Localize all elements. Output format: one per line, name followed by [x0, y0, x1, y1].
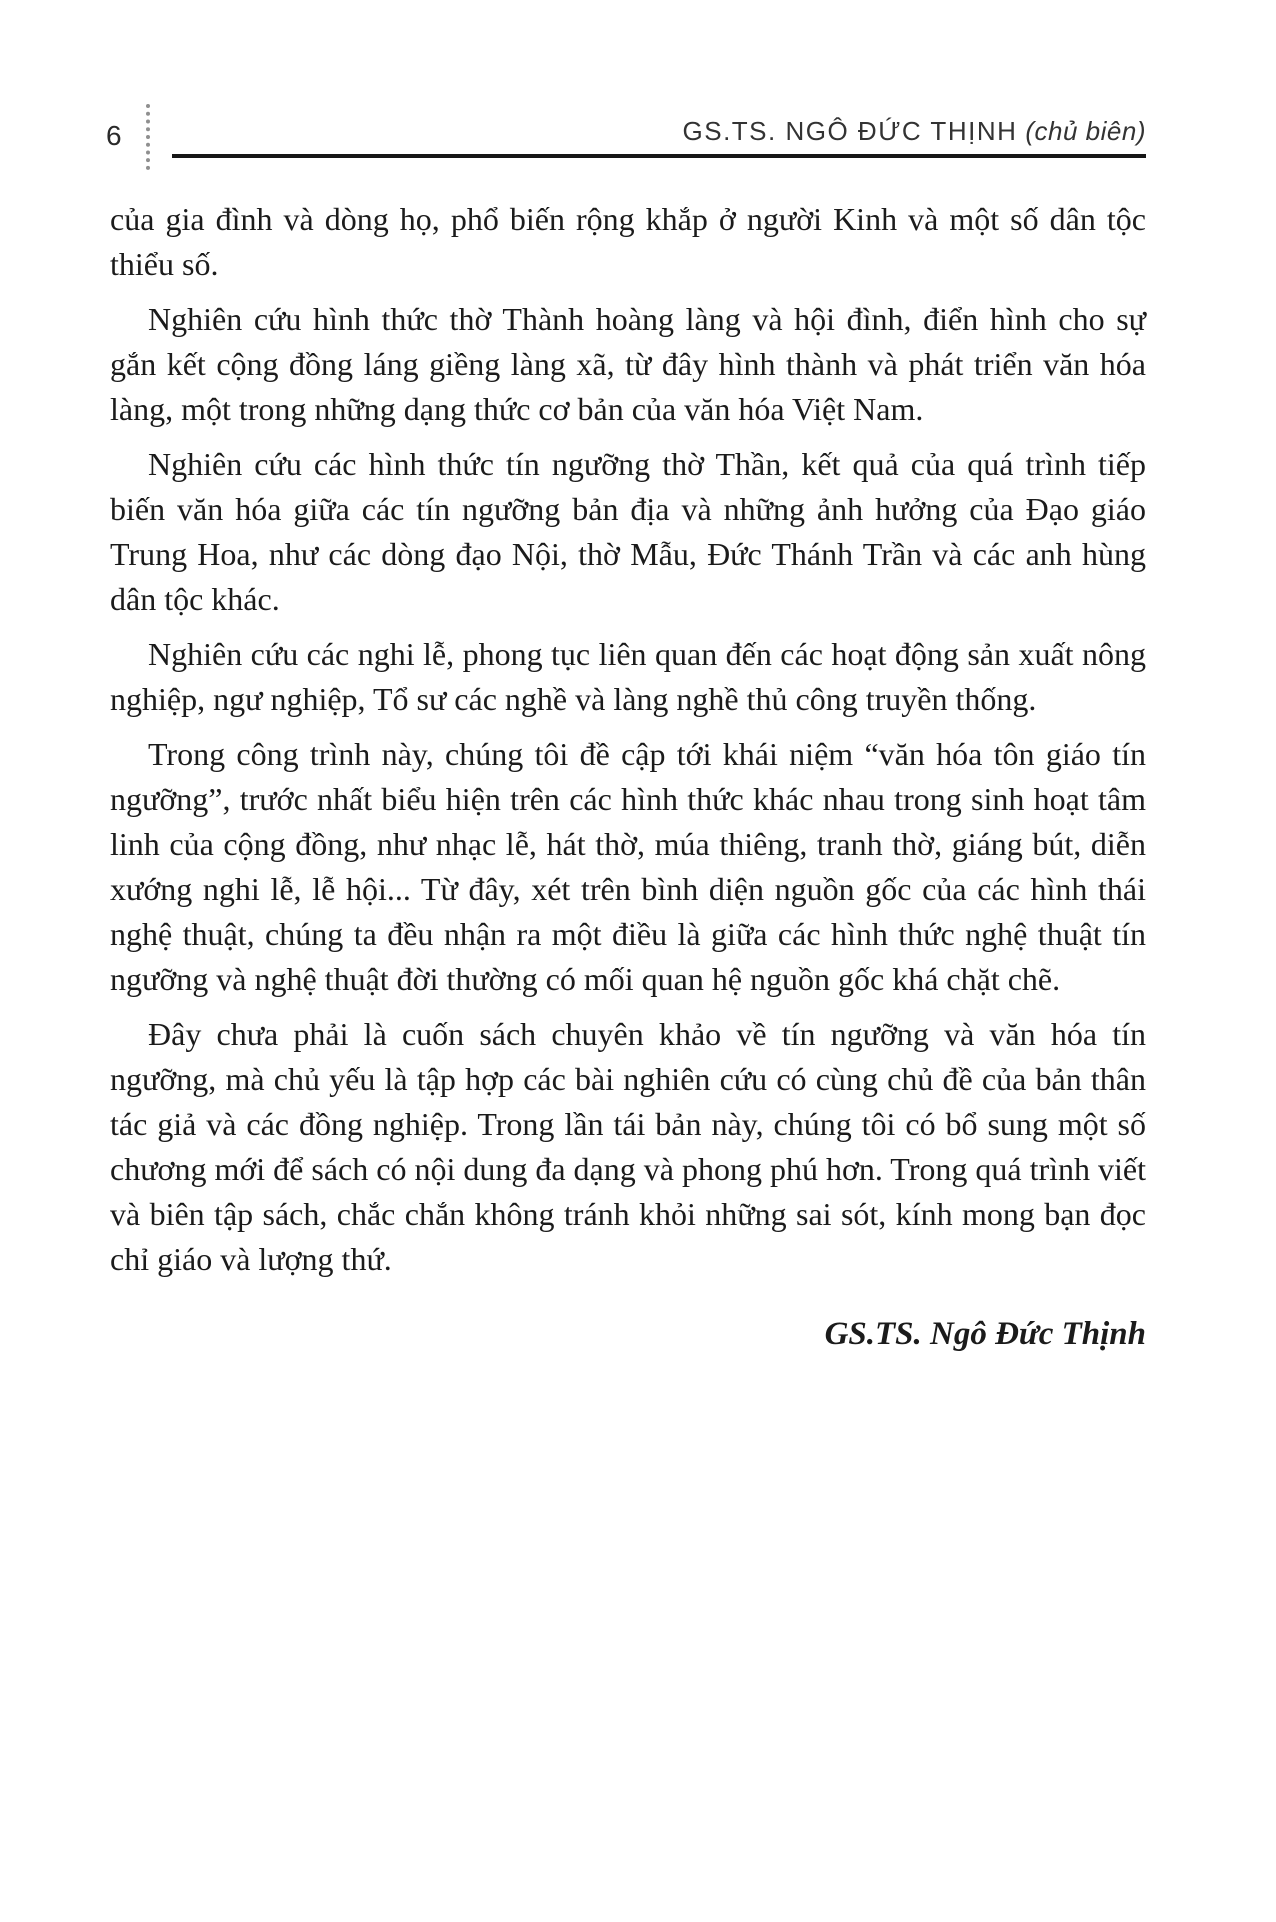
header-author-name: GS.TS. NGÔ ĐỨC THỊNH — [682, 116, 1018, 146]
author-signature: GS.TS. Ngô Đức Thịnh — [824, 1316, 1146, 1352]
page-number: 6 — [106, 120, 122, 151]
paragraph: Nghiên cứu các nghi lễ, phong tục liên quan đến các hoạt động sản xuất nông nghiệp, ngư nghiệp, Tổ sư các nghề và làng nghề thủ công truyền thống. — [110, 636, 1146, 717]
header-editor-role: (chủ biên) — [1025, 116, 1146, 146]
paragraph: Trong công trình này, chúng tôi đề cập tới khái niệm “văn hóa tôn giáo tín ngưỡng”, trước nhất biểu hiện trên các hình thức khác nhau trong sinh hoạt tâm linh của cộng đồng, như nhạc lễ, hát thờ, múa thiêng, tranh thờ, giáng bút, diễn xướng nghi lễ, lễ hội... Từ đây, xét trên bình diện nguồn gốc của các hình thái nghệ thuật, chúng ta đều nhận ra một điều là giữa các hình thức nghệ thuật tín ngưỡng và nghệ thuật đời thường có mối quan hệ nguồn gốc khá chặt chẽ. — [110, 736, 1146, 997]
header-rule — [172, 154, 1146, 158]
paragraph: Nghiên cứu hình thức thờ Thành hoàng làng và hội đình, điển hình cho sự gắn kết cộng đồng láng giềng làng xã, từ đây hình thành và phát triển văn hóa làng, một trong những dạng thức cơ bản của văn hóa Việt Nam. — [110, 301, 1146, 427]
body-text — [110, 197, 1146, 1357]
paragraph: Đây chưa phải là cuốn sách chuyên khảo về tín ngưỡng và văn hóa tín ngưỡng, mà chủ yếu là tập hợp các bài nghiên cứu có cùng chủ đề của bản thân tác giả và các đồng nghiệp. Trong lần tái bản này, chúng tôi có bổ sung một số chương mới để sách có nội dung đa dạng và phong phú hơn. Trong quá trình viết và biên tập sách, chắc chắn không tránh khỏi những sai sót, kính mong bạn đọc chỉ giáo và lượng thứ. — [110, 1016, 1146, 1277]
paragraph: Nghiên cứu các hình thức tín ngưỡng thờ Thần, kết quả của quá trình tiếp biến văn hóa giữa các tín ngưỡng bản địa và những ảnh hưởng của Đạo giáo Trung Hoa, như các dòng đạo Nội, thờ Mẫu, Đức Thánh Trần và các anh hùng dân tộc khác. — [110, 446, 1146, 617]
paragraph-continuation: của gia đình và dòng họ, phổ biến rộng khắp ở người Kinh và một số dân tộc thiểu số. — [110, 201, 1146, 282]
header-ornament-dotted-line — [146, 104, 150, 170]
running-header — [220, 116, 1146, 147]
